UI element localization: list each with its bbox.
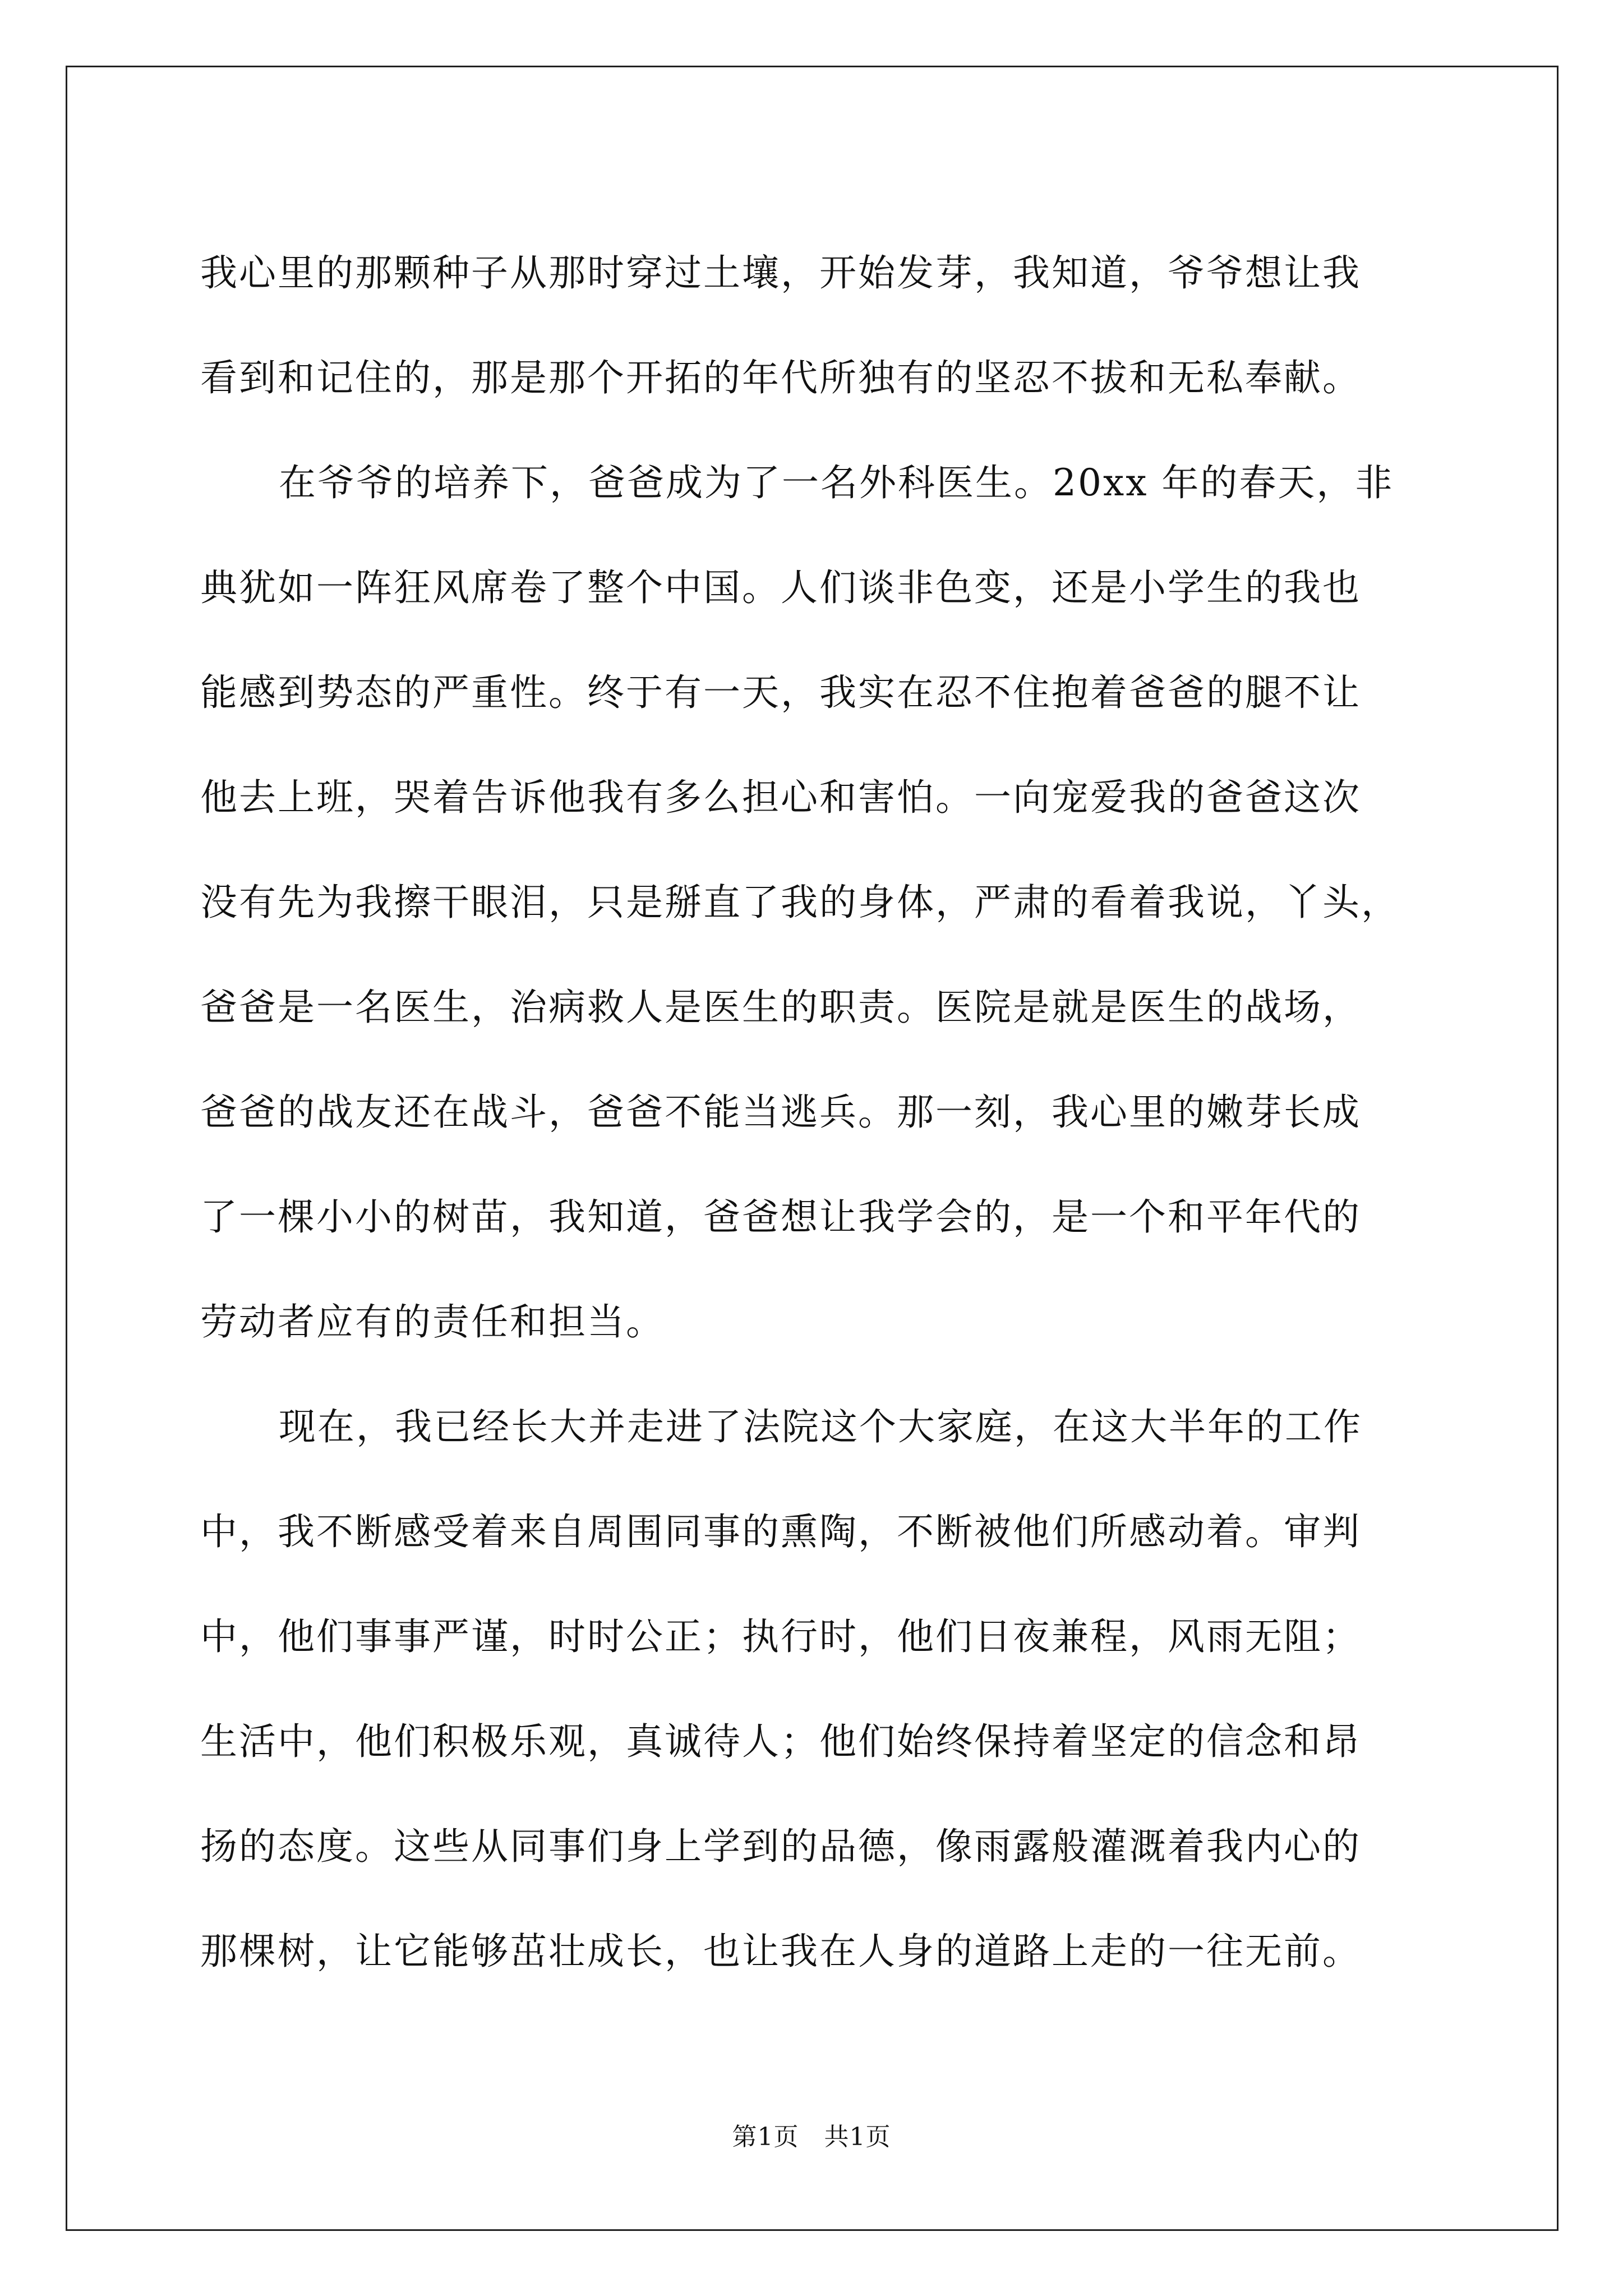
- text-line: 生活中，他们积极乐观，真诚待人；他们始终保持着坚定的信念和昂: [200, 1720, 1361, 1763]
- text-line: 爸爸的战友还在战斗，爸爸不能当逃兵。那一刻，我心里的嫩芽长成: [200, 1091, 1361, 1134]
- text-line: 扬的态度。这些从同事们身上学到的品德，像雨露般灌溉着我内心的: [200, 1825, 1361, 1868]
- text-line: 我心里的那颗种子从那时穿过土壤，开始发芽，我知道，爷爷想让我: [200, 251, 1361, 295]
- text-line: 了一棵小小的树苗，我知道，爸爸想让我学会的，是一个和平年代的: [200, 1195, 1361, 1239]
- document-body: [200, 220, 1468, 2004]
- text-line: 没有先为我擦干眼泪，只是掰直了我的身体，严肃的看着我说，丫头，: [200, 881, 1400, 924]
- text-line: 在爷爷的培养下，爸爸成为了一名外科医生。20xx 年的春天，非: [279, 461, 1394, 504]
- text-line: 劳动者应有的责任和担当。: [200, 1300, 665, 1343]
- text-line: 他去上班，哭着告诉他我有多么担心和害怕。一向宠爱我的爸爸这次: [200, 776, 1361, 819]
- text-line: 中，我不断感受着来自周围同事的熏陶，不断被他们所感动着。审判: [200, 1510, 1361, 1553]
- page-number-footer: 第1页 共1页: [732, 2123, 891, 2151]
- text-line: 能感到势态的严重性。终于有一天，我实在忍不住抱着爸爸的腿不让: [200, 671, 1361, 714]
- text-line: 看到和记住的，那是那个开拓的年代所独有的坚忍不拔和无私奉献。: [200, 356, 1361, 399]
- text-line: 现在，我已经长大并走进了法院这个大家庭，在这大半年的工作: [279, 1405, 1362, 1448]
- text-line: 中，他们事事严谨，时时公正；执行时，他们日夜兼程，风雨无阻；: [200, 1615, 1361, 1658]
- text-line: 爸爸是一名医生，治病救人是医生的职责。医院是就是医生的战场，: [200, 986, 1361, 1029]
- text-line: 那棵树，让它能够茁壮成长，也让我在人身的道路上走的一往无前。: [200, 1930, 1361, 1973]
- text-line: 典犹如一阵狂风席卷了整个中国。人们谈非色变，还是小学生的我也: [200, 566, 1361, 609]
